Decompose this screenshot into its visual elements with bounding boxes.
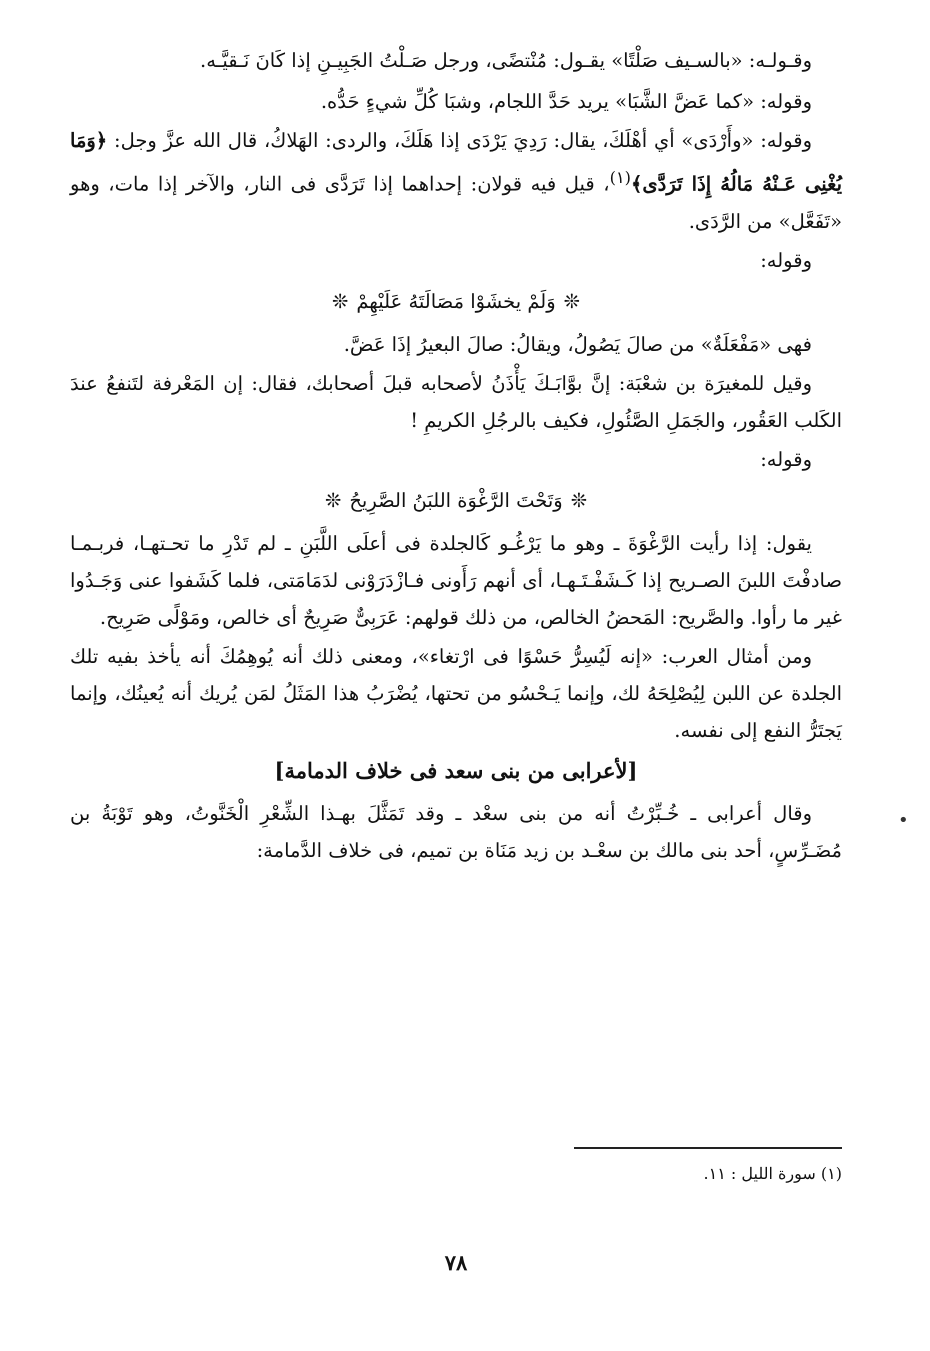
paragraph: وقيل للمغيرَة بن شعْبَة: إنَّ بوَّابَـكَ يَأْذَنُ لأصحابه قبلَ أصحابك، فقال: إن المَعْرفة لتَنفعُ عندَ الكَلب العَقُور، والجَمَلِ الصَّئُولِ، فكيف بالرجُلِ الكريمِ !: [70, 371, 842, 432]
star-ornament: ❊: [331, 289, 349, 313]
paragraph: وقوله:: [760, 248, 812, 272]
paragraph: وقوله:: [760, 447, 812, 471]
verse-text: وَتَحْتَ الرَّغْوَة اللبَنُ الصَّرِيحُ: [349, 488, 563, 512]
page-number: ٧٨: [444, 1250, 468, 1275]
paragraph-text: ، قيل فيه قولان: إحداهما إذا تَرَدَّى فى النار، والآخر إذا مات، وهو «تَفَعَّل» من الرَّدَى.: [70, 172, 842, 233]
star-ornament: ❊: [324, 488, 342, 512]
paragraph: وقـولـه: «بالسـيف صَلْتًا» يقـول: مُنْتضًى، ورجل صَـلْتُ الجَبِيـنِ إذا كَانَ نَـقيَّـه.: [200, 49, 812, 72]
paragraph: يقول: إذا رأيت الرَّغْوَةَ ـ وهو ما يَرْغُـو كَالجلدة فى أعلَى اللَّبَنِ ـ لم تَدْرِ ما تحـتهـا، فربـمـا صادفْتَ اللبنَ الصـريح إذا كَـشَفْـتَـهـا، أى أنهم رَأَونى فـازْدَرَوْنى لدَمَامَتى، فلما كَشَفوا عنى وَجَـدُوا غير ما رأوا. والصَّريح: المَحضُ الخالص، من ذلك قولهم: عَرَبِىٌّ صَرِيحٌ أى خالص، ومَوْلًى صَرِيح.: [70, 531, 842, 629]
footnote-divider: [574, 1147, 842, 1149]
paragraph: فهى «مَفْعَلَةٌ» من صالَ يَصُولُ، ويقالُ: صالَ البعيرُ إذَا عَضَّ.: [343, 332, 812, 356]
main-text: [70, 42, 842, 869]
quran-quote: ﴿وَمَا يُغْنِى عَـنْهُ مَالُهُ إِذَا تَرَدَّى﴾: [70, 129, 842, 196]
paragraph: وقوله: «كما عَضَّ الشَّبَا» يريد حَدَّ اللجام، وشبَا كُلِّ شيءٍ حَدُّه.: [320, 90, 812, 113]
verse-line: [70, 283, 842, 320]
footnote: (١) سورة الليل : ١١.: [703, 1164, 842, 1183]
paragraph-with-quran-quote: [70, 122, 842, 240]
margin-mark: •: [898, 810, 909, 831]
footnote-marker: (١): [609, 168, 631, 187]
book-page: [70, 42, 842, 1332]
paragraph: وقال أعرابى ـ خُـبِّرْتُ أنه من بنى سعْد ـ وقد تَمَثَّلَ بهـذا الشِّعْرِ الْخَنَّوتُ، وهو تَوْبَةُ بن مُضَـرِّسٍ، أحد بنى مالك بن سعْـد بن زيد مَنَاة بن تميم، فى خلاف الدَّمامة:: [70, 801, 842, 862]
star-ornament: ❊: [563, 289, 581, 313]
star-ornament: ❊: [570, 488, 588, 512]
verse-line: [70, 482, 842, 519]
paragraph: ومن أمثال العرب: «إنه لَيُسِرُّ حَسْوًا فى ارْتغاء»، ومعنى ذلك أنه يُوهِمُكَ أنه يأخذ بفيه تلك الجلدة عن اللبن لِيُصْلِحَهُ لك، وإنما يَـحْسُو من تحتها، يُضْرَبُ هذا المَثَلُ لمَن يُريك أنه يُعينُك، وإنما يَجتَرُّ النفع إلى نفسه.: [70, 644, 842, 742]
verse-text: وَلَمْ يخشَوْا مَصَالَتَهُ عَلَيْهِمْ: [356, 289, 556, 313]
section-heading: [لأعرابى من بنى سعد فى خلاف الدمامة]: [274, 757, 638, 783]
paragraph-text: وقوله: «وأَرْدَى» أي أهْلَكَ، يقال: رَدِيَ يَرْدَى إذا هَلَكَ، والردى: الهَلاكُ، قال الله عزَّ وجل:: [114, 129, 813, 152]
